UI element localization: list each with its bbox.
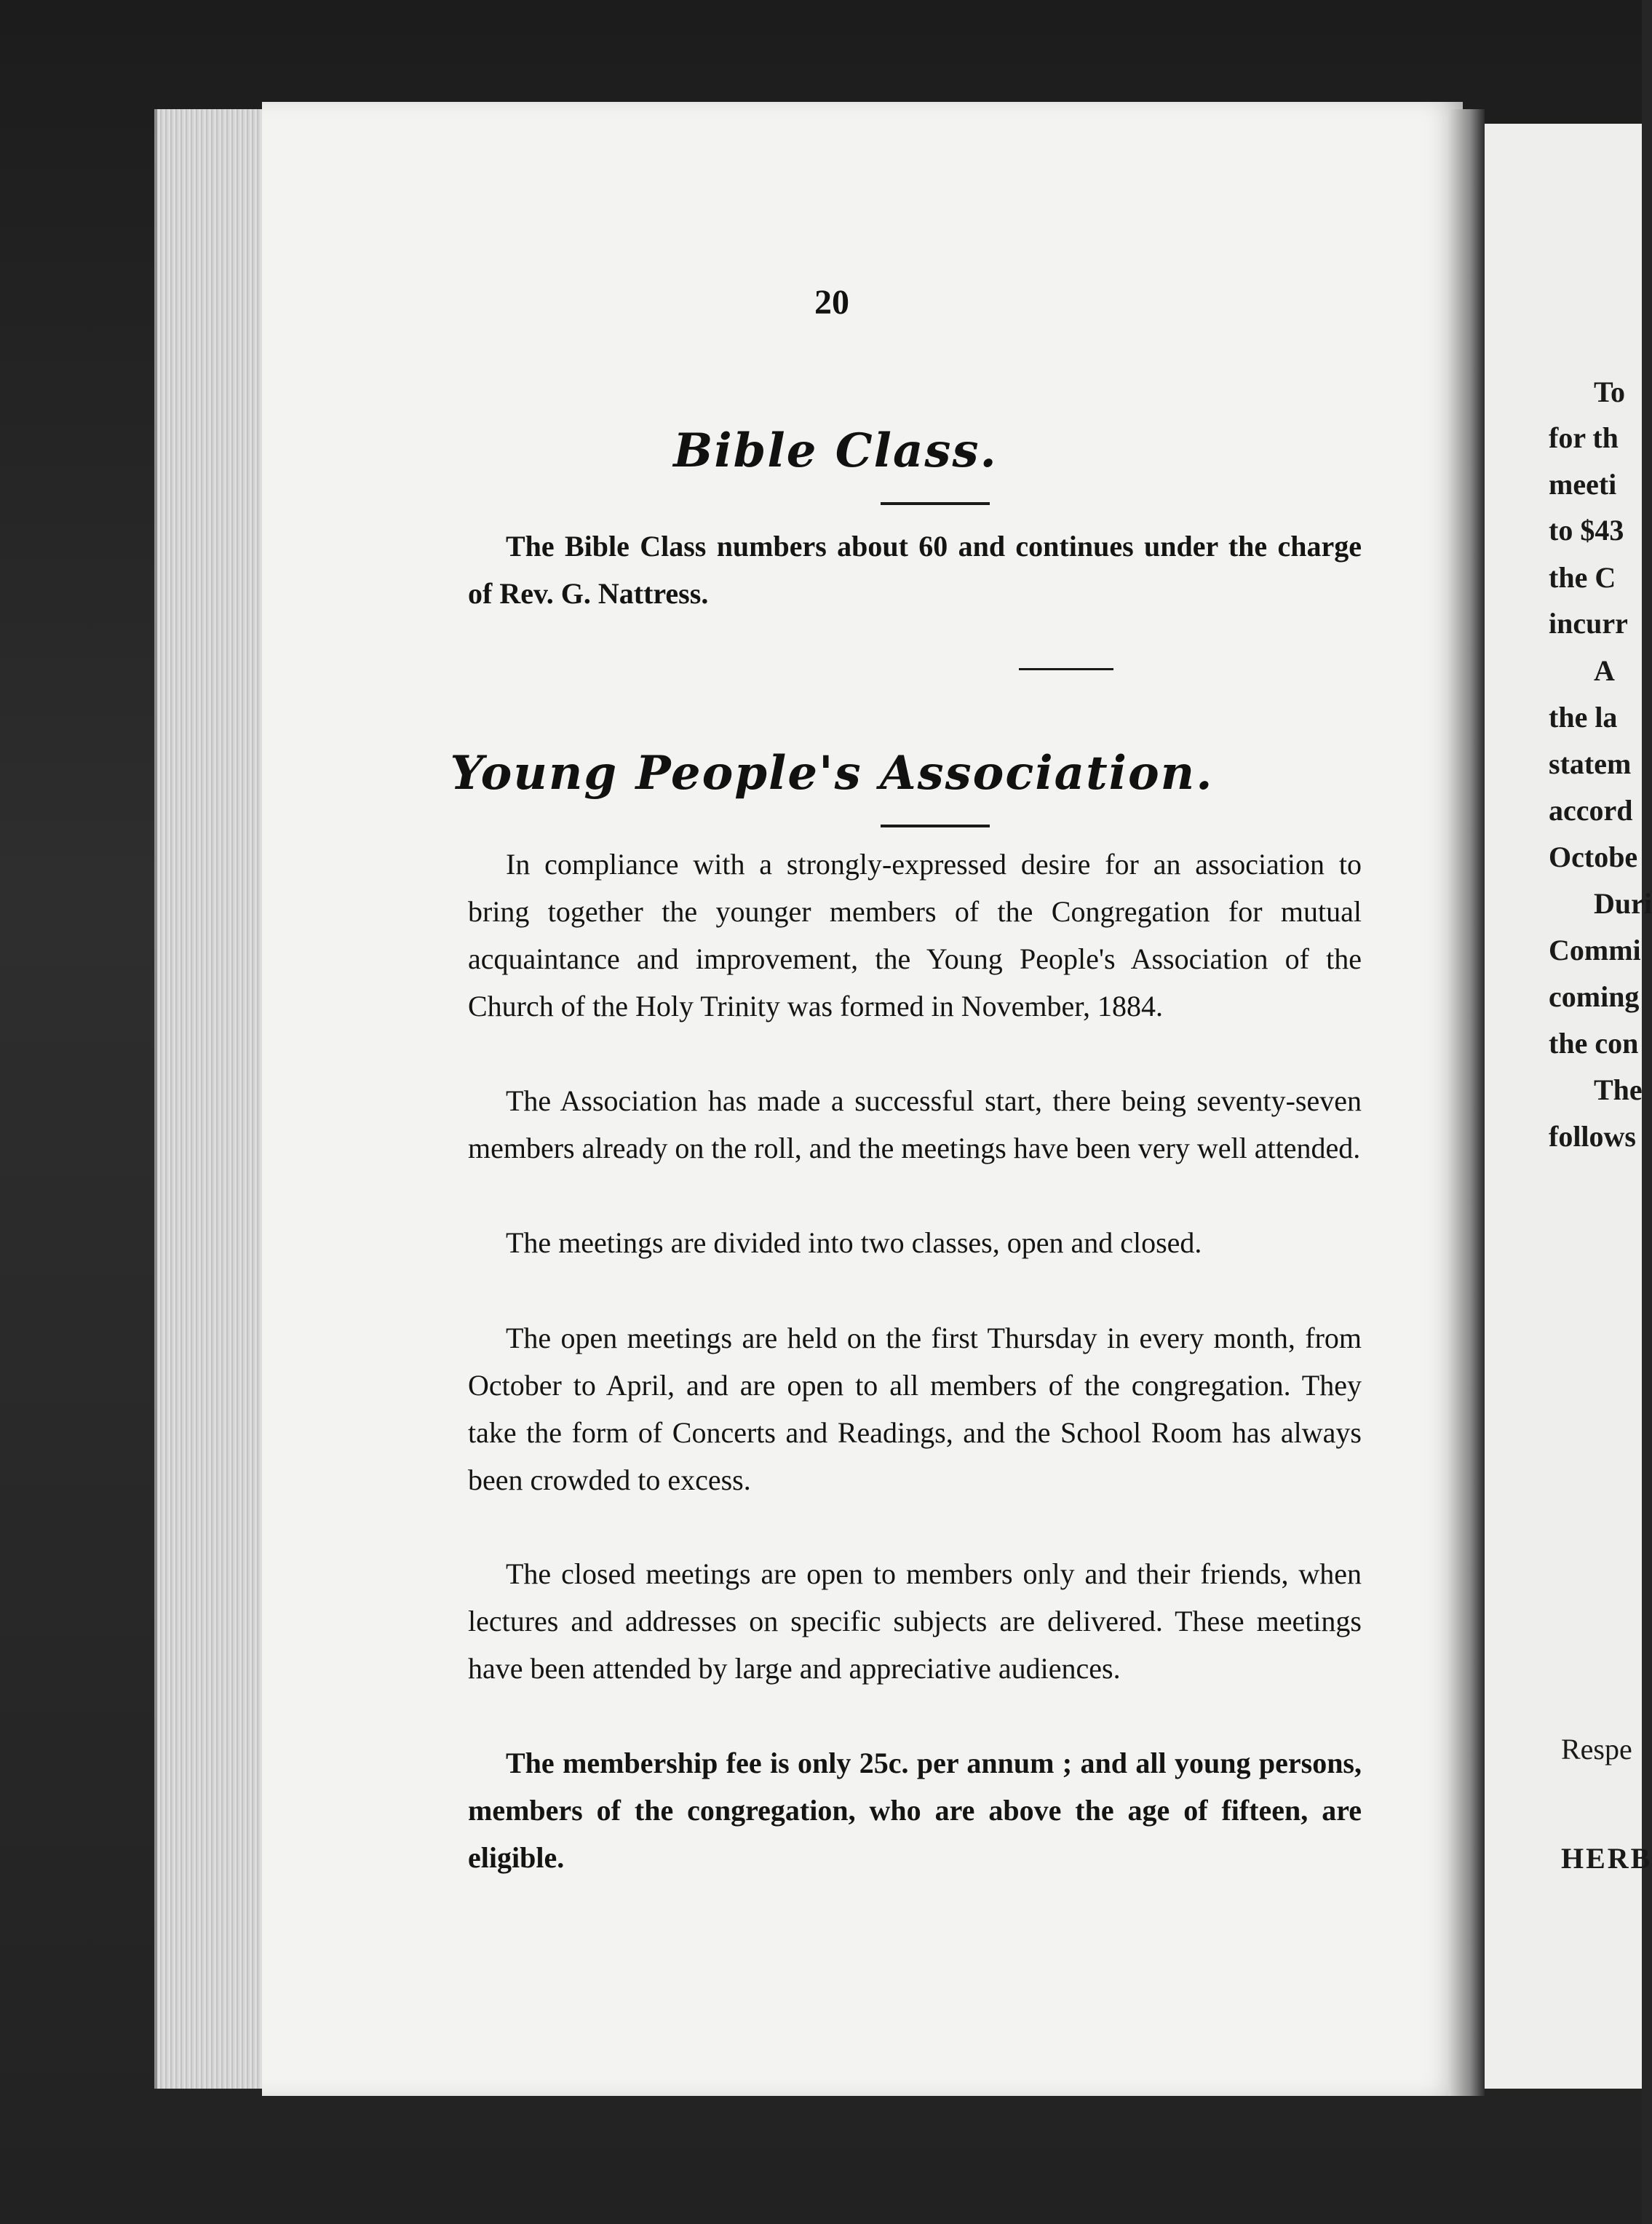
heading-underline	[881, 825, 990, 827]
book-gutter	[1448, 109, 1485, 2096]
paragraph-text: In compliance with a strongly-expressed desire for an association to bring together the younger members of the Congregation for mutual acquaintance and improvement, the Young People's Association of the Church of the Holy Trinity was formed in November, 1884.	[468, 848, 1362, 1022]
section-divider	[1019, 668, 1113, 670]
facing-line: for th	[1549, 421, 1619, 454]
association-paragraph	[468, 841, 1362, 1030]
paragraph-text: The meetings are divided into two classes, open and closed.	[506, 1226, 1202, 1259]
association-paragraph	[468, 1739, 1362, 1881]
paragraph-text: The closed meetings are open to members only and their friends, when lectures and addresses on specific subjects are delivered. These meetings have been attended by large and appreciative audiences.	[468, 1557, 1362, 1685]
association-paragraph	[468, 1550, 1362, 1692]
facing-line: Duri	[1594, 887, 1652, 920]
association-paragraph	[468, 1314, 1362, 1504]
facing-line: meeti	[1549, 468, 1617, 501]
facing-line: To	[1594, 376, 1626, 408]
facing-line: Commi	[1549, 934, 1641, 966]
facing-line: coming	[1549, 980, 1640, 1013]
facing-line: Octobe	[1549, 841, 1638, 873]
facing-line: The	[1594, 1073, 1643, 1106]
facing-line: Respe	[1561, 1733, 1632, 1766]
heading-underline	[881, 502, 990, 505]
page-number: 20	[814, 283, 849, 322]
facing-line: the con	[1549, 1027, 1639, 1060]
bible-class-heading: Bible Class.	[673, 424, 998, 478]
facing-line: follows	[1549, 1120, 1636, 1153]
facing-line: A	[1594, 654, 1615, 687]
paragraph-text: The open meetings are held on the first Thursday in every month, from October to April, and are open to all members of the congregation. They take the form of Concerts and Readings, and the School Room has always been crowded to excess.	[468, 1322, 1362, 1496]
paragraph-text: The Bible Class numbers about 60 and continues under the charge of Rev. G. Nattress.	[468, 530, 1362, 610]
facing-line: incurr	[1549, 607, 1628, 640]
facing-line: to $43	[1549, 514, 1624, 547]
book-page-edges	[154, 109, 274, 2089]
right-page-fragment	[1485, 124, 1652, 2089]
bible-class-paragraph	[468, 523, 1362, 617]
paragraph-text: The Association has made a successful start, there being seventy-seven members already on the roll, and the meetings have been very well attended.	[468, 1084, 1362, 1164]
facing-line: the C	[1549, 561, 1616, 594]
facing-line: statem	[1549, 747, 1632, 780]
paragraph-text: The membership fee is only 25c. per annum ; and all young persons, members of the congregation, who are above the age of fifteen, are eligible.	[468, 1747, 1362, 1874]
facing-line: HERB	[1561, 1842, 1652, 1875]
facing-line: the la	[1549, 701, 1618, 734]
young-peoples-association-heading: Young People's Association.	[450, 746, 1214, 801]
association-paragraph	[468, 1077, 1362, 1172]
facing-line: accord	[1549, 794, 1633, 827]
association-paragraph	[468, 1219, 1362, 1266]
